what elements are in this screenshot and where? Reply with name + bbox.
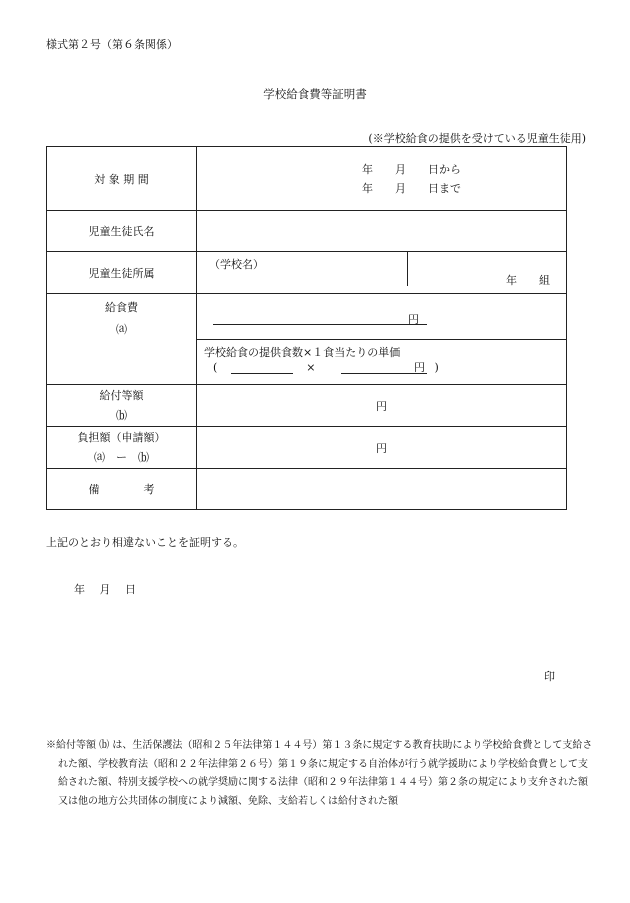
lunch-fee-amount-line (213, 312, 427, 325)
unit-price-blank[interactable] (341, 363, 427, 374)
form-number: 様式第２号（第６条関係） (46, 38, 178, 51)
burden-label: 負担額（申請額） (77, 430, 166, 444)
period-from: 年 月 日から (362, 162, 461, 176)
burden-amount-field[interactable] (197, 427, 567, 469)
period-row (47, 147, 567, 211)
period-to: 年 月 日まで (362, 181, 461, 195)
calc-paren-open: ( (213, 361, 218, 374)
benefit-code: ⒝ (116, 408, 127, 422)
lunch-fee-label: 給食費 (105, 301, 138, 314)
benefit-amount-field[interactable] (197, 385, 567, 427)
applicability-note: (※学校給食の提供を受けている児童生徒用) (368, 132, 586, 145)
benefit-label-cell (47, 385, 197, 427)
document-title: 学校給食費等証明書 (263, 87, 367, 101)
unit-price-yen: 円 (414, 361, 426, 374)
seal-mark: 印 (544, 670, 555, 683)
burden-label-cell (47, 427, 197, 469)
burden-formula: ⒜ ー ⒝ (94, 450, 149, 464)
student-name-field[interactable] (197, 211, 567, 252)
remarks-label: 備 考 (47, 469, 197, 510)
lunch-calc-formula (213, 361, 439, 374)
grade-class-label: 年 組 (506, 274, 550, 287)
footnote-text: ※給付等額 ⒝ は、生活保護法（昭和２５年法律第１４４号）第１３条に規定する教育扶助により学校給食費として支給された額、学校教育法（昭和２２年法律第２６号）第１９条に規定する自治体が行う就学援助により学校給食費として支給された額、特別支援学校への就学奨励に関する法律（昭和２９年法律第１４４号）第２条の規定により支弁された額又は他の地方公共団体の制度により減額、免除、支給若しくは給付された額 (46, 740, 593, 807)
affiliation-label: 児童生徒所属 (47, 252, 197, 294)
burden-yen: 円 (376, 441, 387, 455)
lunch-calc-field[interactable] (197, 340, 567, 385)
affiliation-row (47, 252, 567, 294)
student-name-row (47, 211, 567, 252)
certificate-table (46, 146, 567, 510)
period-label: 対 象 期 間 (47, 147, 197, 211)
lunch-fee-code: ⒜ (116, 323, 127, 336)
remarks-field[interactable] (197, 469, 567, 510)
student-name-label: 児童生徒氏名 (47, 211, 197, 252)
calc-times: × (306, 361, 316, 374)
affiliation-field[interactable] (197, 252, 567, 294)
benefit-row (47, 385, 567, 427)
affiliation-divider (407, 252, 408, 286)
lunch-calc-label: 学校給食の提供食数×１食当たりの単価 (204, 346, 401, 359)
calc-paren-close: ) (434, 361, 439, 374)
remarks-row (47, 469, 567, 510)
burden-row (47, 427, 567, 469)
meal-count-blank[interactable] (231, 363, 293, 374)
benefit-label: 給付等額 (99, 388, 144, 402)
benefit-yen: 円 (376, 399, 387, 413)
lunch-fee-yen: 円 (408, 313, 419, 326)
footnote (46, 737, 594, 811)
lunch-fee-row (47, 294, 567, 340)
period-value-cell[interactable] (197, 147, 567, 211)
school-name-label: （学校名） (209, 258, 264, 271)
lunch-fee-label-cell (47, 294, 197, 385)
lunch-fee-amount-field[interactable] (197, 294, 567, 340)
certification-date[interactable]: 年 月 日 (74, 583, 136, 596)
certification-statement: 上記のとおり相違ないことを証明する。 (46, 536, 244, 549)
